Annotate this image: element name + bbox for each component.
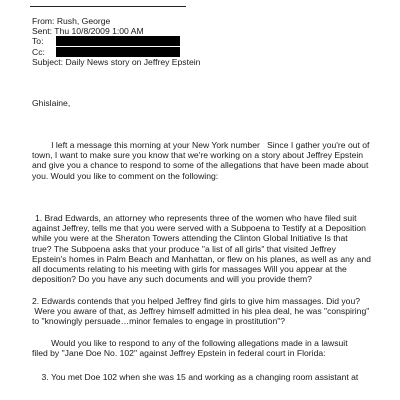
paragraph-allegations-intro: [32, 338, 388, 358]
to-redaction: [56, 36, 180, 46]
paragraph-line: Epstein's homes in Palm Beach and Manhattan, or flew on his planes, as well as any and: [32, 253, 371, 264]
paragraph-intro: [32, 140, 388, 181]
paragraph-line: town, I want to make sure you know that we're working on a story about Jeffrey Epstein: [32, 150, 364, 161]
paragraph-line: 2. Edwards contends that you helped Jeffrey find girls to give him massages. Did you?: [32, 296, 361, 306]
salutation: Ghislaine,: [32, 98, 71, 108]
paragraph-line: deposition? Do you have any such documents and will you provide them?: [32, 274, 312, 285]
paragraph-line: Were you aware of that, as Jeffrey himself admitted in his plea deal, he was "conspiring": [32, 306, 370, 317]
paragraph-line: to "knowingly persuade…minor females to engage in prostitution"?: [32, 316, 286, 327]
paragraph-line: true? The Subpoena asks that your produce "a list of all girls" that visited Jeffrey: [32, 243, 336, 254]
from-row: [32, 16, 200, 26]
cc-label: Cc:: [32, 46, 45, 57]
paragraph-line: all documents relating to his meeting with girls for massages Will you appear at the: [32, 263, 347, 274]
paragraph-line: filed by "Jane Doe No. 102" against Jeffrey Epstein in federal court in Florida:: [32, 348, 326, 359]
paragraph-item-1: [32, 213, 388, 284]
paragraph-line: while you were at the Sheraton Towers attending the Clinton Global Initiative Is that: [32, 233, 348, 244]
top-divider: [30, 6, 186, 7]
paragraph-line: I left a message this morning at your New York number Since I gather you're out of: [32, 140, 370, 150]
from-field: From: Rush, George: [32, 16, 111, 26]
subject-field: Subject: Daily News story on Jeffrey Epstein: [32, 56, 201, 67]
subject-row: [32, 57, 200, 67]
paragraph-line: against Jeffrey, tells me that you were served with a Subpoena to Testify at a Deposition: [32, 223, 366, 234]
paragraph-line: and give you a chance to respond to some of the allegations that have been made about: [32, 160, 369, 171]
paragraph-line: 3. You met Doe 102 when she was 15 and working as a changing room assistant at: [32, 372, 359, 382]
cc-redaction: [56, 47, 180, 57]
sent-row: [32, 26, 200, 36]
paragraph-line: you. Would you like to comment on the following:: [32, 170, 219, 181]
email-header: [32, 16, 200, 67]
sent-field: Sent: Thu 10/8/2009 1:00 AM: [32, 26, 144, 37]
paragraph-line: Would you like to respond to any of the following allegations made in a lawsuit: [32, 338, 348, 348]
paragraph-item-3: [32, 372, 388, 382]
to-row: [32, 36, 200, 46]
to-label: To:: [32, 36, 44, 47]
cc-row: [32, 47, 200, 57]
paragraph-item-2: [32, 296, 388, 327]
paragraph-line: 1. Brad Edwards, an attorney who represents three of the women who have filed suit: [35, 213, 357, 223]
